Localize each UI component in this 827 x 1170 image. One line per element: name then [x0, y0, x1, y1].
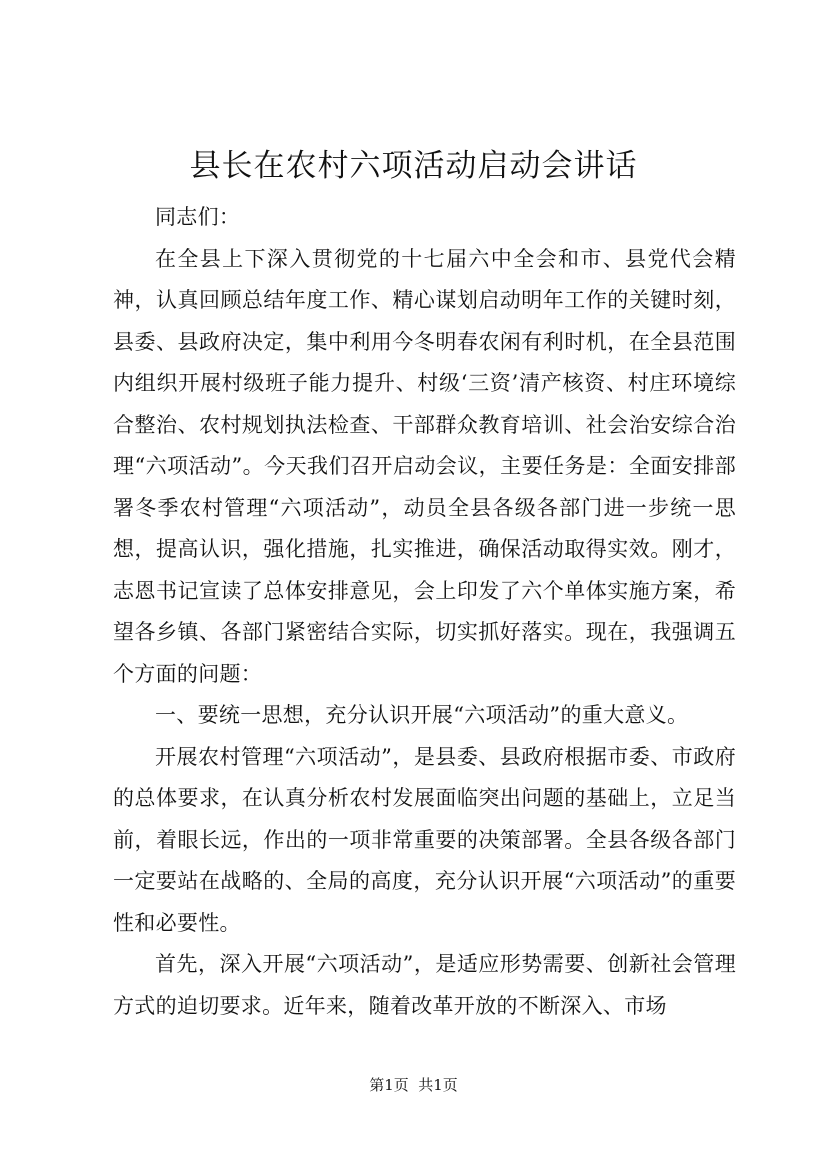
salutation: 同志们：	[155, 205, 241, 229]
body-paragraph: 开展农村管理“六项活动”，是县委、县政府根据市委、市政府的总体要求，在认真分析农村发展面临突出问题的基础上，立足当前，着眼长远，作出的一项非常重要的决策部署。全县各级各部门一定要站在战略的、全局的高度，充分认识开展“六项活动”的重要性和必要性。	[113, 744, 736, 935]
document-title: 县长在农村六项活动启动会讲话	[189, 148, 638, 184]
page-number: 第1页 共1页	[369, 1076, 458, 1094]
body-paragraph: 首先，深入开展“六项活动”，是适应形势需要、创新社会管理方式的迫切要求。近年来，随着改革开放的不断深入、市场	[113, 952, 736, 1018]
document-body	[113, 197, 736, 1027]
body-paragraph: 在全县上下深入贯彻党的十七届六中全会和市、县党代会精神，认真回顾总结年度工作、精心谋划启动明年工作的关键时刻，县委、县政府决定，集中利用今冬明春农闲有利时机，在全县范围内组织开展村级班子能力提升、村级‘三资’清产核资、村庄环境综合整治、农村规划执法检查、干部群众教育培训、社会治安综合治理“六项活动”。今天我们召开启动会议，主要任务是：全面安排部署冬季农村管理“六项活动”，动员全县各级各部门进一步统一思想，提高认识，强化措施，扎实推进，确保活动取得实效。刚才，志恩书记宣读了总体安排意见，会上印发了六个单体实施方案，希望各乡镇、各部门紧密结合实际，切实抓好落实。现在，我强调五个方面的问题：	[113, 246, 736, 686]
section-heading: 一、要统一思想，充分认识开展“六项活动”的重大意义。	[155, 703, 689, 727]
page-footer	[0, 1075, 827, 1095]
